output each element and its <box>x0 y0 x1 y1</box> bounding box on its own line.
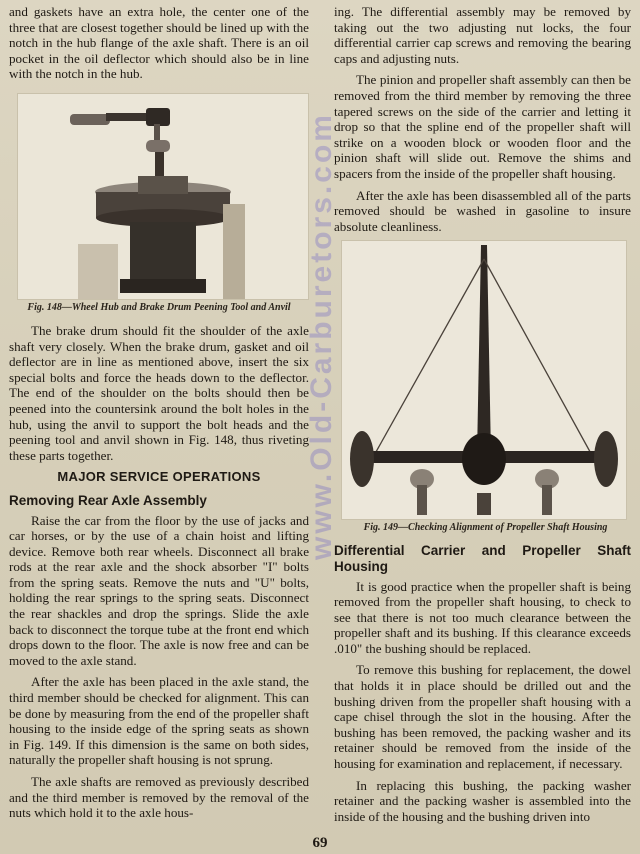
axle-alignment-illustration <box>342 241 626 519</box>
paragraph: It is good practice when the propeller shaft is being removed from the propeller shaft housing, to check to see that there is not too much clearance between the propeller shaft and its bushing. If this clearance exceeds .010" the bushing should be replaced. <box>334 578 631 656</box>
left-column <box>9 4 309 827</box>
paragraph: The axle shafts are removed as previously described and the third member is removed by the removal of the nuts which hold it to the axle hous- <box>9 774 309 821</box>
subsection-heading: Differential Carrier and Propeller Shaft Housing <box>334 543 631 574</box>
paragraph: The brake drum should fit the shoulder of the axle shaft very closely. When the brake drum, gasket and oil deflector are in line as mentioned above, insert the six special bolts and force the heads down to the deflector. The end of the shoulder on the bolts should then be peened into the countersink around the bolt holes in the hub, using the anvil to support the bolt heads and the peening tool and anvil shown in Fig. 148, thus riveting these parts together. <box>9 322 309 463</box>
subsection-heading: Removing Rear Axle Assembly <box>9 492 207 508</box>
paragraph: To remove this bushing for replacement, the dowel that holds it in place should be drilled out and the bushing driven from the propeller shaft housing with a cape chisel through the slot in the housing. After the bushing has been removed, the packing washer and its retainer should be removed from the inside of the housing for examination and replacement, if necessary. <box>334 662 631 772</box>
figure-148-photo <box>17 93 309 300</box>
paragraph: and gaskets have an extra hole, the center one of the three that are closest together should be lined up with the notch in the hub flange of the axle shaft. There is an oil pocket in the oil deflector which should also be in line with the notch in the hub. <box>9 4 309 82</box>
watermark-text: www.Old-Carburetors.com <box>305 112 338 560</box>
figure-149-photo <box>341 240 627 520</box>
paragraph: ing. The differential assembly may be removed by taking out the two adjusting nut locks, the four differential carrier cap screws and removing the bearing caps and adjusting nuts. <box>334 4 631 66</box>
figure-148-caption: Fig. 148—Wheel Hub and Brake Drum Peening Tool and Anvil <box>27 301 291 313</box>
paragraph: After the axle has been disassembled all of the parts removed should be washed in gasoline to insure absolute cleanliness. <box>334 187 631 234</box>
figure-149-caption: Fig. 149—Checking Alignment of Propeller Shaft Housing <box>363 522 608 534</box>
page-number: 69 <box>312 835 328 851</box>
paragraph: After the axle has been placed in the axle stand, the third member should be checked for alignment. This can be done by measuring from the end of the propeller shaft housing to the inside edge of the spring seats as shown in Fig. 149. If this dimension is the same on both sides, naturally the propeller shaft housing is not sprung. <box>9 674 309 768</box>
paragraph: Raise the car from the floor by the use of jacks and car horses, or by the use of a chain hoist and lifting device. Remove both rear wheels. Disconnect all brake rods at the rear axle and the shock absorber "I" bolts from the spring seats. Remove the nuts and "U" bolts, holding the rear springs to the spring seats. Disconnect the rear shackles and drop the springs. Slide the axle back to disconnect the torque tube at the front end which drops down to the floor. The axle is now free and can be moved to the axle stand. <box>9 512 309 668</box>
right-column <box>334 4 631 830</box>
watermark <box>305 112 339 560</box>
section-heading: MAJOR SERVICE OPERATIONS <box>57 469 261 485</box>
peening-tool-illustration <box>18 94 308 299</box>
paragraph: In replacing this bushing, the packing washer retainer and the packing washer is assembled into the inside of the housing and the bushing driven into <box>334 777 631 824</box>
paragraph: The pinion and propeller shaft assembly can then be removed from the third member by removing the three tapered screws on the side of the carrier and letting it drop so that the spline end of the propeller shaft will strike on a wooden block or wooden floor and the pinion shaft will slide out. Remove the shims and spacers from the inside of the propeller shaft housing. <box>334 72 631 181</box>
